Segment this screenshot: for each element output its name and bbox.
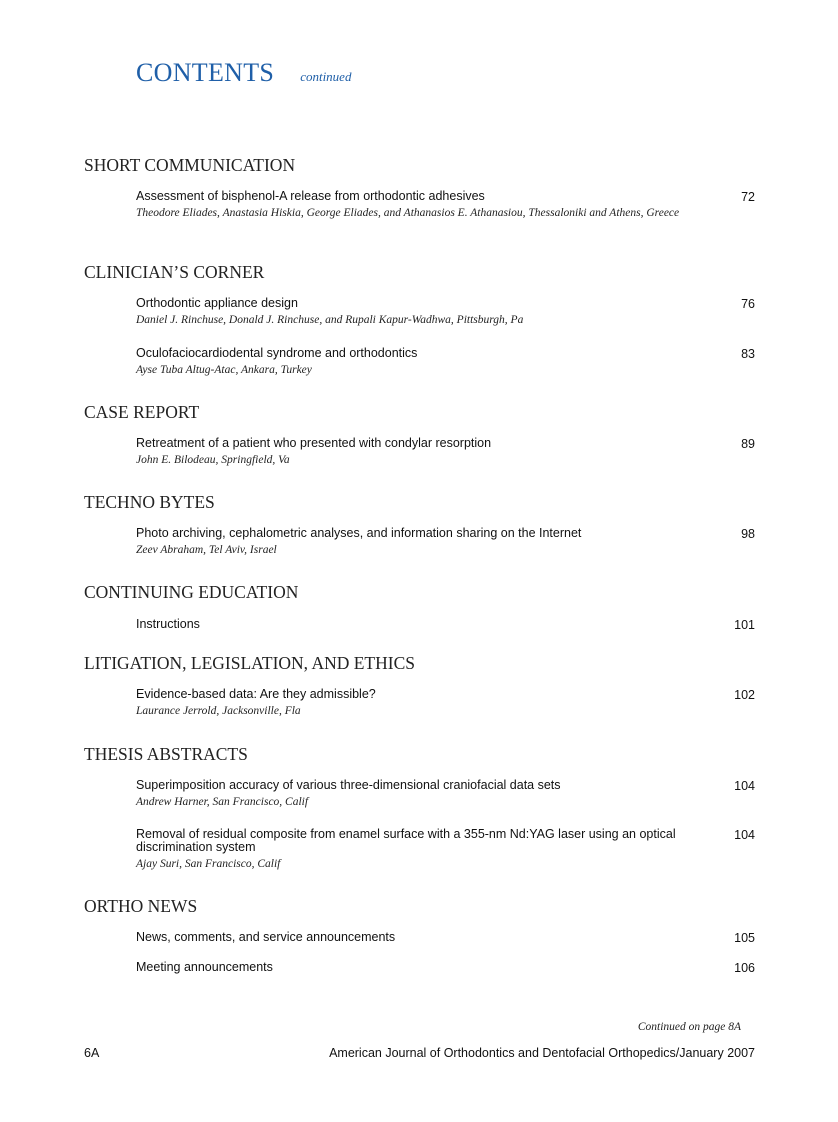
entry-title[interactable]: Removal of residual composite from enamel surface with a 355-nm Nd:YAG laser using an optical discrimination system bbox=[136, 827, 676, 854]
entry-authors: Daniel J. Rinchuse, Donald J. Rinchuse, and Rupali Kapur-Wadhwa, Pittsburgh, Pa bbox=[136, 314, 524, 326]
entry-authors: Ayse Tuba Altug-Atac, Ankara, Turkey bbox=[136, 364, 312, 376]
section-heading: SHORT COMMUNICATION bbox=[84, 155, 296, 175]
entry-title[interactable]: News, comments, and service announcements bbox=[136, 930, 396, 944]
toc-entry[interactable] bbox=[136, 347, 755, 378]
footer-journal: American Journal of Orthodontics and Dentofacial Orthopedics/January 2007 bbox=[329, 1046, 755, 1060]
contents-header bbox=[136, 58, 351, 88]
entry-page: 76 bbox=[741, 297, 755, 311]
continued-note: Continued on page 8A bbox=[637, 1021, 741, 1033]
entry-page: 104 bbox=[734, 828, 755, 842]
entry-authors: Laurance Jerrold, Jacksonville, Fla bbox=[136, 705, 301, 717]
toc-entry[interactable] bbox=[136, 828, 755, 872]
entry-title[interactable]: Instructions bbox=[136, 617, 200, 631]
entry-authors: John E. Bilodeau, Springfield, Va bbox=[136, 454, 290, 466]
page-title: CONTENTS bbox=[136, 58, 275, 87]
entry-title[interactable]: Orthodontic appliance design bbox=[136, 296, 298, 310]
page-subtitle: continued bbox=[300, 69, 352, 84]
entry-title[interactable]: Oculofaciocardiodental syndrome and orthodontics bbox=[136, 346, 418, 360]
entry-authors: Ajay Suri, San Francisco, Calif bbox=[136, 858, 281, 870]
section-heading: CONTINUING EDUCATION bbox=[84, 582, 299, 602]
entry-authors: Andrew Harner, San Francisco, Calif bbox=[136, 796, 309, 808]
entry-authors: Theodore Eliades, Anastasia Hiskia, George Eliades, and Athanasios E. Athanasiou, Thessaloniki and Athens, Greece bbox=[136, 207, 680, 219]
entry-page: 104 bbox=[734, 779, 755, 793]
entry-page: 101 bbox=[734, 618, 755, 632]
entry-authors: Zeev Abraham, Tel Aviv, Israel bbox=[136, 544, 277, 556]
entry-title[interactable]: Evidence-based data: Are they admissible? bbox=[136, 687, 376, 701]
section-heading: ORTHO NEWS bbox=[84, 896, 198, 916]
toc-entry[interactable] bbox=[136, 779, 755, 810]
section-heading: TECHNO BYTES bbox=[84, 492, 215, 512]
entry-title[interactable]: Assessment of bisphenol-A release from orthodontic adhesives bbox=[136, 189, 485, 203]
entry-page: 105 bbox=[734, 931, 755, 945]
entry-title[interactable]: Retreatment of a patient who presented with condylar resorption bbox=[136, 436, 492, 450]
entry-page: 106 bbox=[734, 961, 755, 975]
entry-page: 89 bbox=[741, 437, 755, 451]
section-heading: LITIGATION, LEGISLATION, AND ETHICS bbox=[84, 653, 415, 673]
entry-title[interactable]: Superimposition accuracy of various three-dimensional craniofacial data sets bbox=[136, 778, 561, 792]
toc-entry[interactable] bbox=[136, 961, 755, 974]
entry-page: 102 bbox=[734, 688, 755, 702]
toc-entry[interactable] bbox=[136, 437, 755, 468]
entry-page: 72 bbox=[741, 190, 755, 204]
section-heading: CASE REPORT bbox=[84, 402, 200, 422]
toc-entry[interactable] bbox=[136, 688, 755, 719]
entry-title[interactable]: Meeting announcements bbox=[136, 960, 273, 974]
section-heading: CLINICIAN’S CORNER bbox=[84, 262, 265, 282]
toc-entry[interactable] bbox=[136, 618, 755, 631]
toc-entry[interactable] bbox=[136, 931, 755, 944]
toc-entry[interactable] bbox=[136, 297, 755, 328]
footer-page-number: 6A bbox=[84, 1046, 100, 1060]
toc-entry[interactable] bbox=[136, 527, 755, 558]
toc-entry[interactable] bbox=[136, 190, 755, 221]
entry-page: 98 bbox=[741, 527, 755, 541]
entry-title[interactable]: Photo archiving, cephalometric analyses, and information sharing on the Internet bbox=[136, 526, 582, 540]
entry-page: 83 bbox=[741, 347, 755, 361]
section-heading: THESIS ABSTRACTS bbox=[84, 744, 248, 764]
